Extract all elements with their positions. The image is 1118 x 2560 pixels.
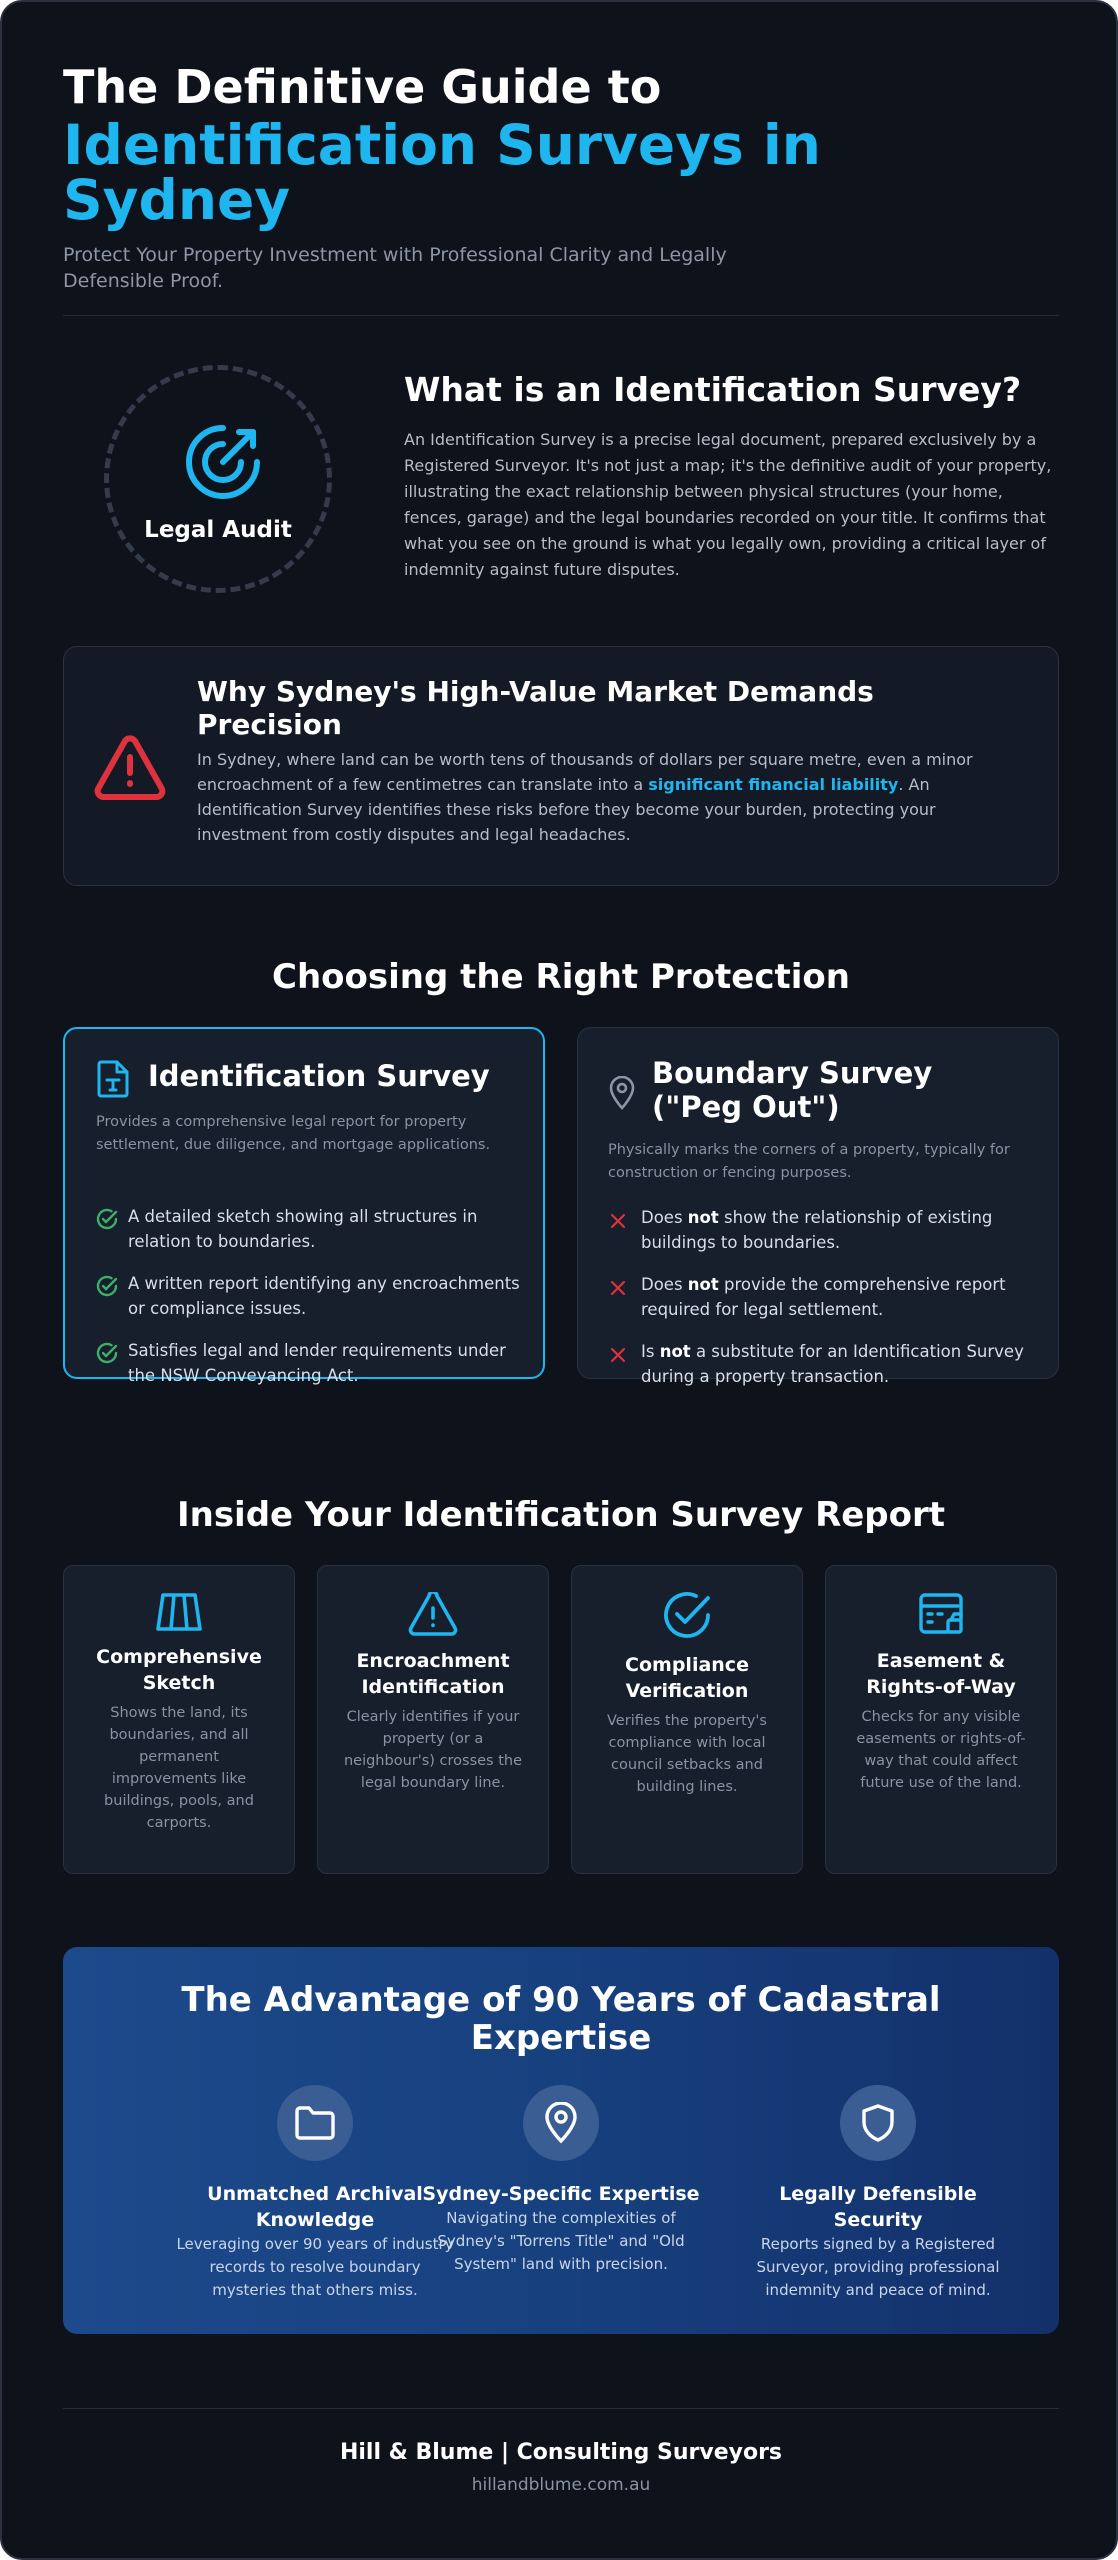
divider <box>63 315 1059 316</box>
why-sydney-body: In Sydney, where land can be worth tens of thousands of dollars per square metre, even a minor encroachment of a few centimetres can translate into a significant financial liability. An Identification Survey identifies these risks before they become your burden, protecting your investment from costly disputes and legal headaches. <box>197 750 973 844</box>
advantage-title: Sydney-Specific Expertise <box>422 2183 700 2205</box>
hero-title-line3: Sydney <box>63 168 291 232</box>
check-icon <box>96 1208 118 1234</box>
x-icon <box>610 1213 626 1233</box>
map-pin-icon <box>523 2085 599 2161</box>
boundary-card-title: Boundary Survey ("Peg Out") <box>652 1056 933 1124</box>
footer-website-link[interactable]: hillandblume.com.au <box>471 2475 651 2495</box>
feature-title: Comprehensive Sketch <box>96 1646 262 1694</box>
feature-title: Encroachment Identification <box>356 1650 510 1698</box>
boundary-limitation-item: Does not provide the comprehensive report required for legal settlement. <box>641 1275 1006 1319</box>
sydney-warning-box <box>63 646 1059 886</box>
hero <box>63 60 1059 294</box>
feature-card-sketch <box>63 1565 295 1874</box>
check-icon <box>96 1342 118 1368</box>
x-icon <box>610 1347 626 1367</box>
document-icon <box>97 1060 129 1102</box>
feature-desc: Shows the land, its boundaries, and all permanent improvements like buildings, pools, and carports. <box>104 1705 254 1831</box>
easement-plan-icon <box>826 1592 1056 1640</box>
advantage-desc: Navigating the complexities of Sydney's "Torrens Title" and "Old System" land with precision. <box>437 2209 685 2273</box>
feature-title: Compliance Verification <box>625 1654 749 1702</box>
footer-company: Hill & Blume | Consulting Surveyors <box>339 2440 783 2465</box>
identification-survey-card[interactable] <box>63 1027 545 1385</box>
feature-card-compliance <box>571 1565 803 1874</box>
hero-subtitle: Protect Your Property Investment with Professional Clarity and Legally Defensible Proof. <box>63 244 727 292</box>
map-icon <box>64 1592 294 1636</box>
why-sydney-heading: Why Sydney's High-Value Market Demands Precision <box>197 675 874 741</box>
advantage-title: Unmatched Archival Knowledge <box>207 2183 423 2231</box>
identification-feature-item: Satisfies legal and lender requirements under the NSW Conveyancing Act. <box>128 1341 506 1385</box>
warning-icon <box>318 1592 548 1640</box>
identification-card-title: Identification Survey <box>148 1059 490 1093</box>
feature-desc: Clearly identifies if your property (or a neighbour's) crosses the legal boundary line. <box>343 1709 523 1791</box>
hero-title-line2: Identification Surveys in <box>63 113 821 177</box>
report-heading: Inside Your Identification Survey Report <box>176 1495 946 1535</box>
boundary-card-desc: Physically marks the corners of a property, typically for construction or fencing purposes. <box>608 1142 1010 1181</box>
advantage-section <box>63 1947 1059 2334</box>
warning-icon <box>94 735 166 805</box>
legal-audit-badge <box>104 365 332 593</box>
feature-title: Easement & Rights-of-Way <box>866 1650 1016 1698</box>
check-icon <box>96 1275 118 1301</box>
feature-desc: Checks for any visible easements or rights-of-way that could affect future use of the land. <box>856 1709 1026 1791</box>
x-icon <box>610 1280 626 1300</box>
financial-liability-highlight: significant financial liability <box>648 775 899 794</box>
shield-icon <box>840 2085 916 2161</box>
check-circle-icon <box>572 1590 802 1644</box>
advantage-title: Legally Defensible Security <box>779 2183 977 2231</box>
radar-check-icon <box>183 422 263 506</box>
legal-audit-label: Legal Audit <box>144 517 292 543</box>
identification-feature-item: A written report identifying any encroachments or compliance issues. <box>128 1274 520 1318</box>
folder-icon <box>277 2085 353 2161</box>
footer <box>63 2439 1059 2497</box>
feature-desc: Verifies the property's compliance with local council setbacks and building lines. <box>607 1713 767 1795</box>
advantage-item-defensible <box>733 2085 1023 2302</box>
protection-heading: Choosing the Right Protection <box>272 957 850 997</box>
advantage-heading: The Advantage of 90 Years of Cadastral Expertise <box>181 1980 941 2058</box>
what-is-body: An Identification Survey is a precise legal document, prepared exclusively by a Registered Surveyor. It's not just a map; it's the definitive audit of your property, illustrating the exact relationship between physical structures (your home, fences, garage) and the legal boundaries recorded on your title. It confirms that what you see on the ground is what you legally own, providing a critical layer of indemnity against future disputes. <box>404 430 1052 579</box>
what-is-section <box>404 370 1064 583</box>
map-pin-icon <box>608 1076 636 1114</box>
hero-title-line1: The Definitive Guide to <box>63 60 662 114</box>
feature-card-easement <box>825 1565 1057 1874</box>
advantage-item-sydney <box>414 2085 708 2276</box>
feature-card-encroachment <box>317 1565 549 1874</box>
advantage-desc: Reports signed by a Registered Surveyor, providing professional indemnity and peace of mind. <box>756 2235 1000 2299</box>
what-is-heading: What is an Identification Survey? <box>404 370 1022 409</box>
footer-divider <box>63 2408 1059 2409</box>
boundary-survey-card[interactable] <box>577 1027 1059 1386</box>
boundary-limitation-item: Does not show the relationship of existing buildings to boundaries. <box>641 1208 993 1252</box>
identification-card-desc: Provides a comprehensive legal report for property settlement, due diligence, and mortgage applications. <box>96 1114 491 1153</box>
advantage-desc: Leveraging over 90 years of industry records to resolve boundary mysteries that others miss. <box>176 2235 454 2299</box>
boundary-limitation-item: Is not a substitute for an Identification Survey during a property transaction. <box>641 1342 1024 1386</box>
advantage-item-archival <box>175 2085 455 2302</box>
identification-feature-item: A detailed sketch showing all structures in relation to boundaries. <box>128 1207 478 1251</box>
